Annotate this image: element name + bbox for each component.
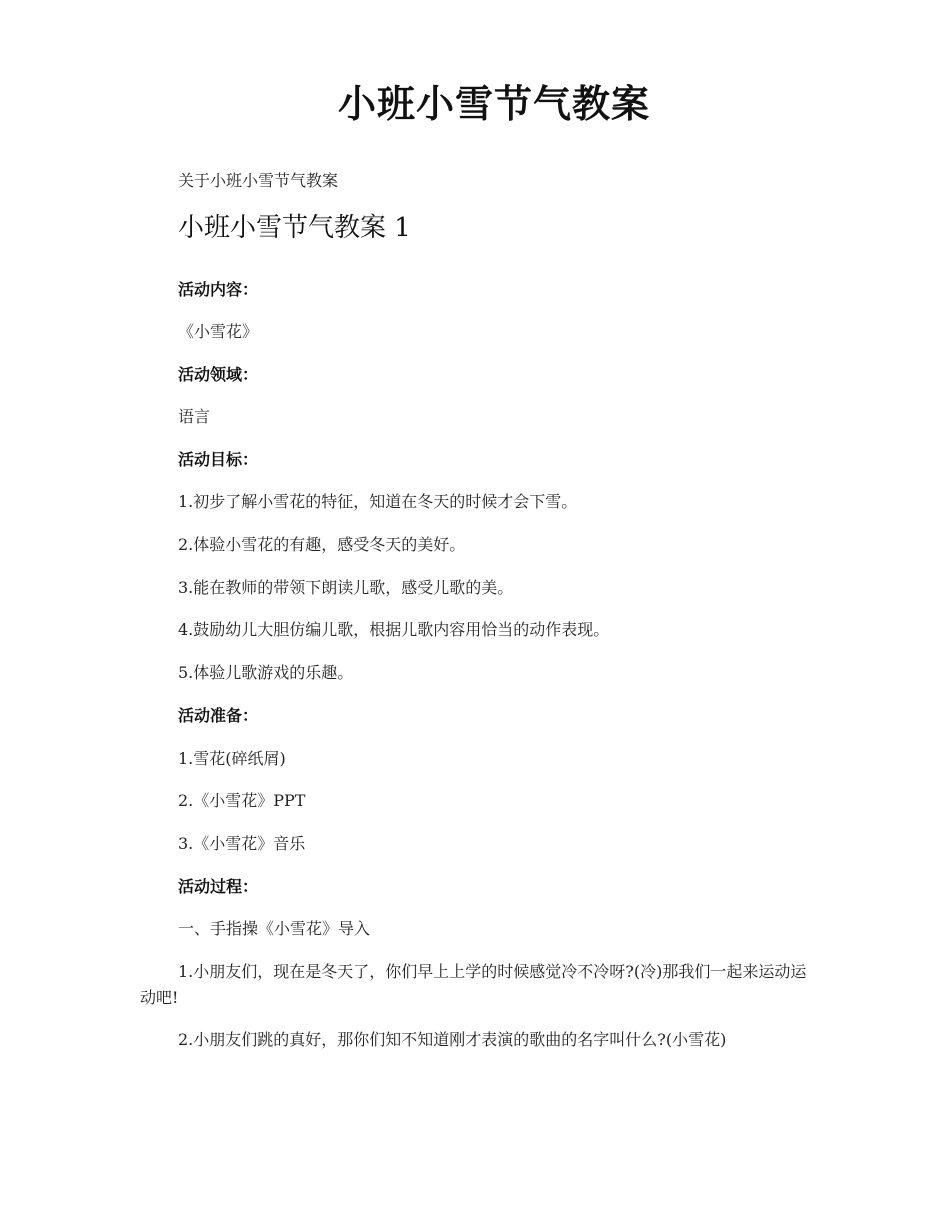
process-label: 活动过程： <box>178 877 259 896</box>
goal-item: 1.初步了解小雪花的特征，知道在冬天的时候才会下雪。 <box>178 492 578 511</box>
goal-item: 3.能在教师的带领下朗读儿歌，感受儿歌的美。 <box>178 578 514 597</box>
process-paragraph: 1.小朋友们，现在是冬天了，你们早上上学的时候感觉冷不冷呀?(冷)那我们一起来运动运动吧! <box>140 962 807 1007</box>
prep-item: 3.《小雪花》音乐 <box>178 834 306 853</box>
prep-label: 活动准备： <box>178 706 259 725</box>
section-title: 小班小雪节气教案 1 <box>178 213 411 243</box>
domain-value: 语言 <box>178 407 211 426</box>
domain-label: 活动领域： <box>178 365 259 384</box>
goal-item: 5.体验儿歌游戏的乐趣。 <box>178 663 354 682</box>
process-step: 一、手指操《小雪花》导入 <box>178 919 371 938</box>
prep-item: 1.雪花(碎纸屑) <box>178 749 286 768</box>
page-title: 小班小雪节气教案 <box>337 81 650 126</box>
goals-label: 活动目标： <box>178 450 259 469</box>
content-label: 活动内容： <box>178 280 259 299</box>
process-paragraph: 2.小朋友们跳的真好，那你们知不知道刚才表演的歌曲的名字叫什么?(小雪花) <box>178 1030 727 1049</box>
intro-text: 关于小班小雪节气教案 <box>178 171 339 190</box>
content-value: 《小雪花》 <box>178 322 259 341</box>
goal-item: 2.体验小雪花的有趣，感受冬天的美好。 <box>178 535 466 554</box>
prep-item: 2.《小雪花》PPT <box>178 791 306 810</box>
goal-item: 4.鼓励幼儿大胆仿编儿歌，根据儿歌内容用恰当的动作表现。 <box>178 620 610 639</box>
